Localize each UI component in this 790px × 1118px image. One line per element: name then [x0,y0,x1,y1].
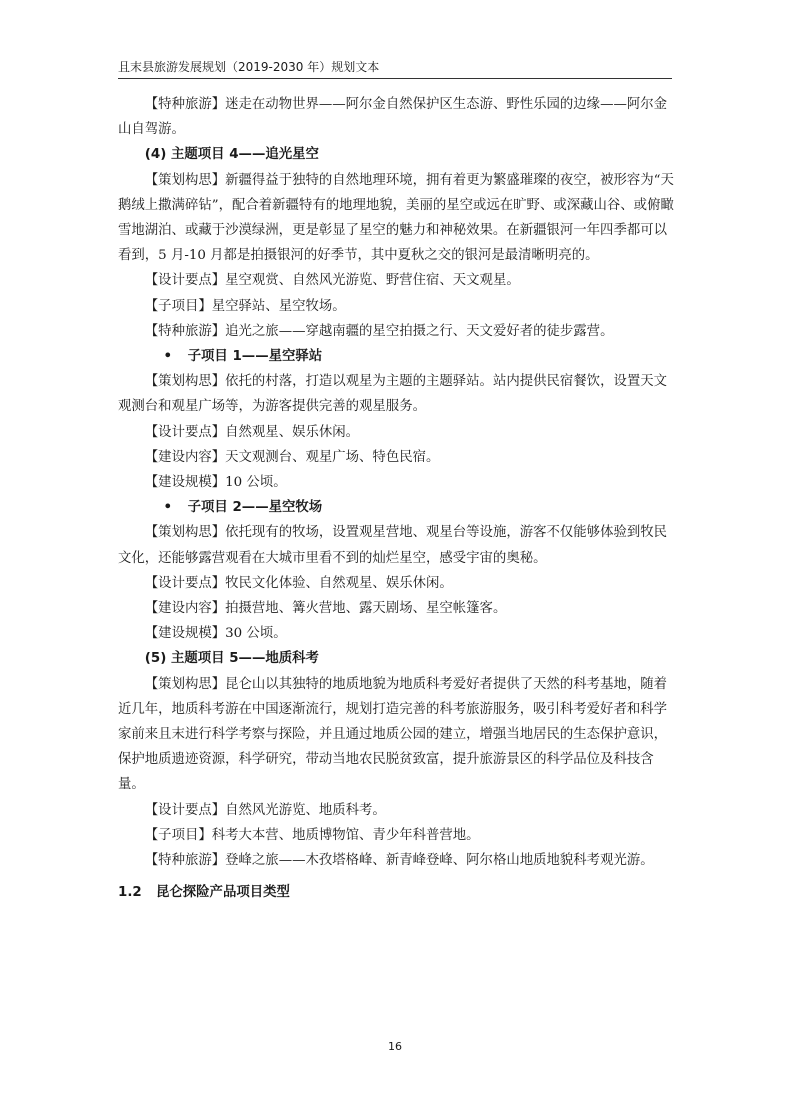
paragraph: 【建设内容】拍摄营地、篝火营地、露天剧场、星空帐篷客。 [144,601,507,617]
document-title: 且末县旅游发展规划（2019-2030 年）规划文本 [118,60,380,74]
page-content [118,92,678,906]
paragraph: 【策划构思】新疆得益于独特的自然地理环境，拥有着更为繁盛璀璨的夜空，被形容为“天鹅绒上撒满碎钻”，配合着新疆特有的地理地貌，美丽的星空或远在旷野、或深藏山谷、或俯瞰雪地湖泊、或藏于沙漠绿洲，更是彰显了星空的魅力和神秘效果。在新疆银河一年四季都可以看到，5 月-10 月都是拍摄银河的好季节，其中夏秋之交的银河是最清晰明亮的。 [118,172,674,264]
bullet-item [118,344,678,369]
paragraph: 【特种旅游】登峰之旅——木孜塔格峰、新青峰登峰、阿尔格山地质地貌科考观光游。 [144,853,654,869]
section-title: 昆仑探险产品项目类型 [156,885,290,901]
bullet-label: 子项目 1——星空驿站 [187,349,323,365]
paragraph: 【策划构思】依托的村落，打造以观星为主题的主题驿站。站内提供民宿餐饮，设置天文观测台和观星广场等，为游客提供完善的观星服务。 [118,374,668,415]
paragraph: 【建设内容】天文观测台、观星广场、特色民宿。 [144,449,440,465]
paragraph: 【子项目】星空驿站、星空牧场。 [144,298,346,314]
bullet-icon: • [163,349,173,365]
paragraph: 【设计要点】星空观赏、自然风光游览、野营住宿、天文观星。 [144,273,520,289]
paragraph: 【策划构思】依托现有的牧场，设置观星营地、观星台等设施，游客不仅能够体验到牧民文化，还能够露营观看在大城市里看不到的灿烂星空，感受宇宙的奥秘。 [118,525,668,566]
paragraph: 【建设规模】10 公顷。 [144,475,287,491]
paragraph: 【设计要点】牧民文化体验、自然观星、娱乐休闲。 [144,575,453,591]
paragraph: 【设计要点】自然观星、娱乐休闲。 [144,424,360,440]
paragraph: 【特种旅游】迷走在动物世界——阿尔金自然保护区生态游、野性乐园的边缘——阿尔金山自驾游。 [118,97,668,138]
paragraph: 【子项目】科考大本营、地质博物馆、青少年科普营地。 [144,827,480,843]
section-number: 1.2 [118,885,142,901]
bullet-icon: • [163,500,173,516]
page-header [118,58,672,79]
page-number: 16 [388,1040,402,1053]
paragraph: 【设计要点】自然风光游览、地质科考。 [144,802,386,818]
paragraph: 【建设规模】30 公顷。 [144,626,287,642]
section-heading [118,880,678,905]
bullet-label: 子项目 2——星空牧场 [187,500,323,516]
bullet-item [118,495,678,520]
paragraph: 【特种旅游】追光之旅——穿越南疆的星空拍摄之行、天文爱好者的徒步露营。 [144,323,614,339]
subheading: (5) 主题项目 5——地质科考 [144,651,319,667]
subheading: (4) 主题项目 4——追光星空 [144,147,319,163]
paragraph: 【策划构思】昆仑山以其独特的地质地貌为地质科考爱好者提供了天然的科考基地，随着近几年，地质科考游在中国逐渐流行，规划打造完善的科考旅游服务，吸引科考爱好者和科学家前来且末进行科学考察与探险，并且通过地质公园的建立，增强当地居民的生态保护意识，保护地质遗迹资源，科学研究，带动当地农民脱贫致富，提升旅游景区的科学品位及科技含量。 [118,676,668,793]
